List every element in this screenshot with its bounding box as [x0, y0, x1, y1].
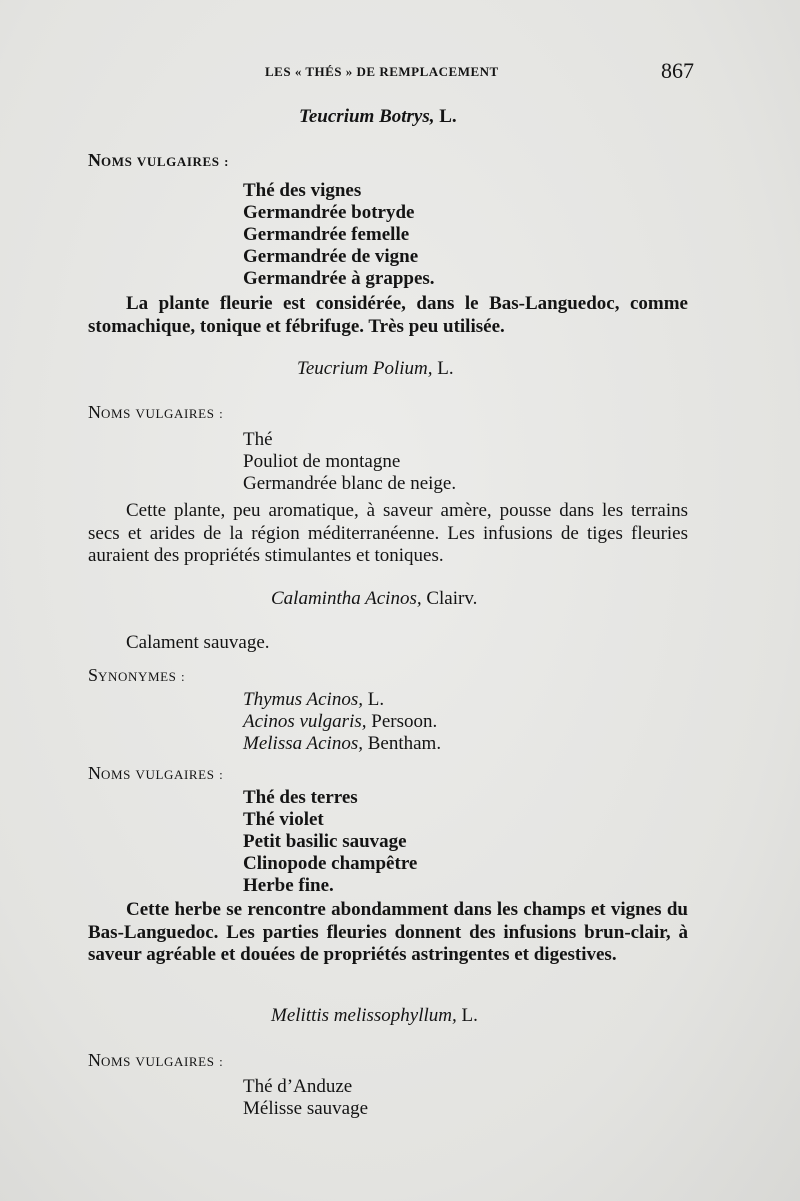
list-item: Clinopode champêtre: [243, 853, 418, 874]
species-author: L.: [434, 106, 457, 127]
list-item: Germandrée botryde: [243, 202, 415, 223]
list-item: Thé: [243, 429, 273, 450]
list-item: Germandrée blanc de neige.: [243, 473, 457, 494]
list-item: Germandrée à grappes.: [243, 268, 435, 289]
species-heading-teucrium-botrys: [299, 106, 457, 128]
synonym-name: Melissa Acinos,: [243, 733, 363, 754]
synonym-author: Persoon.: [366, 711, 438, 732]
running-head: LES « THÉS » DE REMPLACEMENT: [265, 64, 499, 79]
common-names-list: [243, 429, 456, 495]
species-name: Teucrium Botrys,: [299, 106, 435, 127]
species-name: Calamintha Acinos,: [271, 588, 422, 609]
synonym-author: L.: [362, 689, 385, 710]
section-label-noms-vulgaires: NOMS VULGAIRES :: [88, 1050, 224, 1070]
section-label-noms-vulgaires: NOMS VULGAIRES :: [88, 402, 224, 422]
species-heading-melittis-melissophyllum: [271, 1005, 478, 1027]
list-item: Germandrée de vigne: [243, 246, 419, 267]
list-item: Mélisse sauvage: [243, 1098, 369, 1119]
section-label-synonymes: SYNONYMES :: [88, 665, 186, 685]
list-item: Thé d’Anduze: [243, 1076, 353, 1097]
list-item: Thé des terres: [243, 787, 358, 808]
species-author: Clairv.: [421, 588, 478, 609]
synonym-name: Thymus Acinos,: [243, 689, 363, 710]
paragraph: Cette herbe se rencontre abondamment dans les champs et vignes du Bas-Languedoc. Les parties fleuries donnent des infusions brun-clair, à saveur agréable et douées de propriétés astringentes et digestives.: [88, 899, 688, 965]
list-item: Germandrée femelle: [243, 224, 410, 245]
paragraph: La plante fleurie est considérée, dans le Bas-Languedoc, comme stomachique, tonique et fébrifuge. Très peu utilisée.: [88, 293, 688, 337]
page-number: 867: [661, 58, 694, 83]
species-heading-teucrium-polium: [297, 358, 454, 380]
list-item: Pouliot de montagne: [243, 451, 401, 472]
list-item: [243, 711, 441, 733]
synonym-name: Acinos vulgaris,: [243, 711, 367, 732]
list-item: Herbe fine.: [243, 875, 334, 896]
synonyms-list: [243, 689, 441, 755]
paragraph: Cette plante, peu aromatique, à saveur amère, pousse dans les terrains secs et arides de la région méditerranéenne. Les infusions de tiges fleuries auraient des propriétés stimulantes et toniques.: [88, 500, 688, 566]
list-item: [243, 689, 441, 711]
species-heading-calamintha-acinos: [271, 588, 477, 610]
list-item: Thé des vignes: [243, 180, 362, 201]
common-names-list: [243, 1076, 368, 1120]
section-label-noms-vulgaires: NOMS VULGAIRES :: [88, 763, 224, 783]
common-names-list: [243, 180, 435, 290]
list-item: Petit basilic sauvage: [243, 831, 407, 852]
list-item: Thé violet: [243, 809, 324, 830]
species-name: Melittis melissophyllum,: [271, 1005, 457, 1026]
synonym-author: Bentham.: [362, 733, 442, 754]
common-names-list: [243, 787, 417, 897]
species-author: L.: [456, 1005, 478, 1026]
common-name: Calament sauvage.: [126, 632, 270, 653]
list-item: [243, 733, 441, 755]
section-label-noms-vulgaires: NOMS VULGAIRES :: [88, 150, 230, 170]
species-author: L.: [432, 358, 454, 379]
species-name: Teucrium Polium,: [297, 358, 433, 379]
